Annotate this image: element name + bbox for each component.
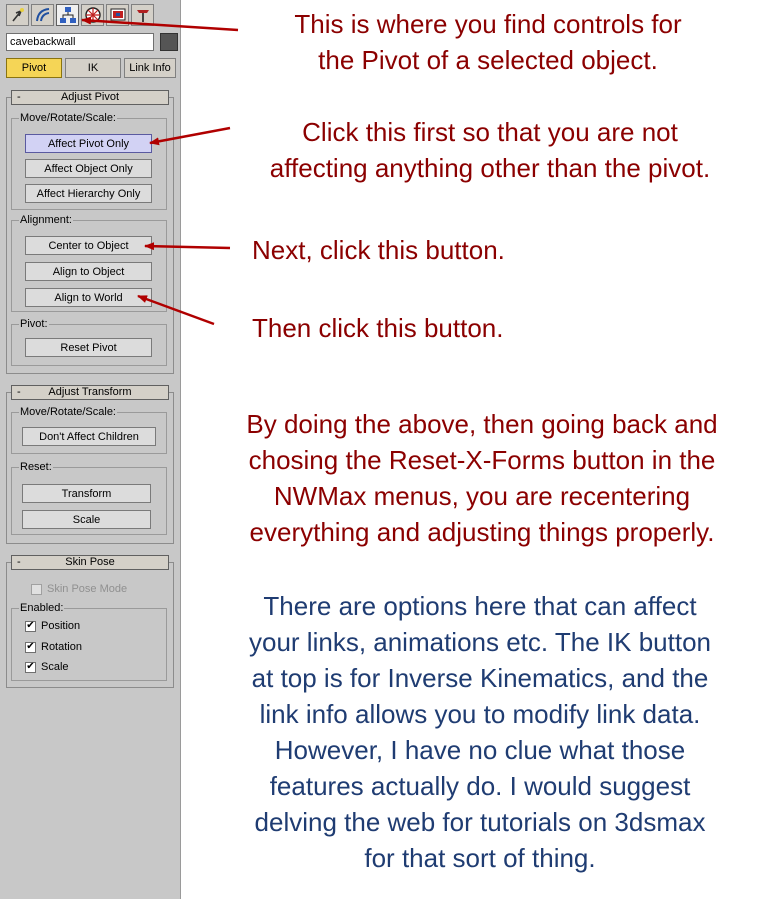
note-line: delving the web for tutorials on 3dsmax	[254, 807, 706, 837]
note-line: By doing the above, then going back and	[246, 409, 718, 439]
rollout-title: Adjust Pivot	[60, 91, 120, 103]
checkbox-label: Scale	[41, 661, 69, 673]
checkbox-label: Skin Pose Mode	[47, 583, 128, 595]
note-options	[186, 588, 774, 876]
note-line: Next, click this button.	[252, 235, 505, 265]
affect-object-only-button[interactable]: Affect Object Only	[25, 159, 152, 178]
collapse-icon: -	[17, 91, 21, 103]
note-then	[252, 310, 572, 346]
note-line: NWMax menus, you are recentering	[273, 481, 691, 511]
rollout-title: Skin Pose	[65, 556, 115, 568]
note-line: your links, animations etc. The IK button	[249, 627, 711, 657]
center-to-object-button[interactable]: Center to Object	[25, 236, 152, 255]
dont-affect-children-button[interactable]: Don't Affect Children	[22, 427, 156, 446]
note-line: at top is for Inverse Kinematics, and the	[251, 663, 709, 693]
link-info-mode-button[interactable]: Link Info	[124, 58, 176, 78]
note-line: Click this first so that you are not	[302, 117, 678, 147]
group-label: Alignment:	[20, 214, 72, 226]
note-line: There are options here that can affect	[263, 591, 697, 621]
check-icon: ✔	[26, 620, 35, 631]
checkbox-label: Position	[41, 620, 81, 632]
group-label: Pivot:	[20, 318, 48, 330]
checkbox-label: Rotation	[41, 641, 82, 653]
group-label: Reset:	[20, 461, 52, 473]
arrow-to-align-to-world	[138, 296, 214, 324]
note-line: the Pivot of a selected object.	[318, 45, 658, 75]
note-next	[252, 232, 572, 268]
reset-scale-button[interactable]: Scale	[22, 510, 151, 529]
note-line: link info allows you to modify link data.	[259, 699, 701, 729]
align-to-object-button[interactable]: Align to Object	[25, 262, 152, 281]
check-icon: ✔	[26, 641, 35, 652]
collapse-icon: -	[17, 386, 21, 398]
note-line: However, I have no clue what those	[274, 735, 686, 765]
group-label: Enabled:	[20, 602, 64, 614]
note-line: Then click this button.	[252, 313, 504, 343]
note-click-first	[210, 114, 770, 186]
note-pivot-controls	[214, 6, 762, 78]
affect-hierarchy-only-button[interactable]: Affect Hierarchy Only	[25, 184, 152, 203]
arrow-to-center-to-object	[145, 246, 230, 248]
note-line: features actually do. I would suggest	[269, 771, 691, 801]
note-line: chosing the Reset-X-Forms button in the	[248, 445, 716, 475]
pivot-mode-button[interactable]: Pivot	[6, 58, 62, 78]
note-line: affecting anything other than the pivot.	[269, 153, 711, 183]
check-icon: ✔	[26, 661, 35, 672]
group-label: Move/Rotate/Scale:	[20, 406, 116, 418]
note-line: This is where you find controls for	[294, 9, 682, 39]
note-line: everything and adjusting things properly.	[249, 517, 715, 547]
note-reset-xforms	[192, 406, 772, 550]
affect-pivot-only-button[interactable]: Affect Pivot Only	[25, 134, 152, 153]
reset-transform-button[interactable]: Transform	[22, 484, 151, 503]
rollout-title: Adjust Transform	[48, 386, 132, 398]
align-to-world-button[interactable]: Align to World	[25, 288, 152, 307]
group-label: Move/Rotate/Scale:	[20, 112, 116, 124]
collapse-icon: -	[17, 556, 21, 568]
note-line: for that sort of thing.	[364, 843, 596, 873]
reset-pivot-button[interactable]: Reset Pivot	[25, 338, 152, 357]
ik-mode-button[interactable]: IK	[65, 58, 121, 78]
